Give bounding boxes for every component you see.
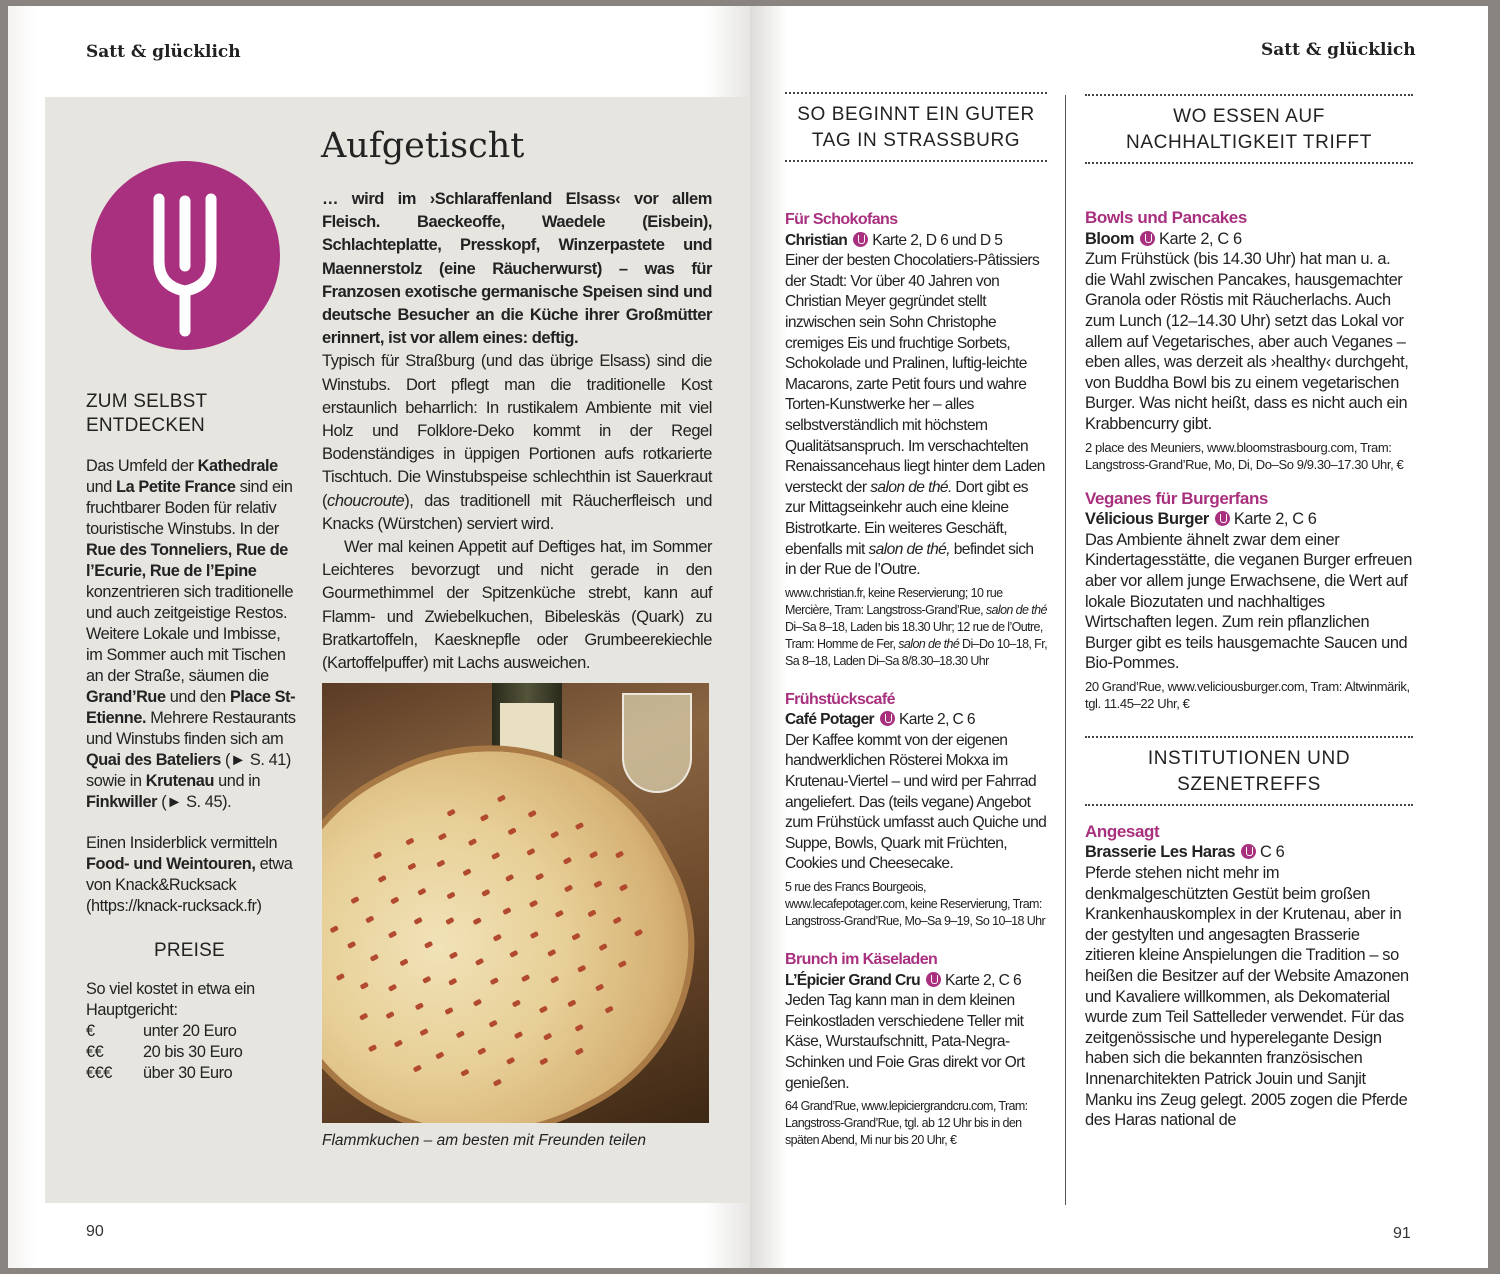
- bacon-topping: [497, 795, 506, 803]
- bacon-topping: [446, 892, 455, 900]
- bacon-topping: [446, 917, 455, 925]
- bacon-topping: [468, 838, 477, 846]
- price-list: [86, 1021, 296, 1084]
- bacon-topping: [513, 1031, 522, 1039]
- bacon-topping: [598, 944, 607, 952]
- text-segment: Einen Insiderblick vermitteln: [86, 834, 278, 852]
- price-text: 20 bis 30 Euro: [143, 1043, 243, 1061]
- listing-category: Veganes für Burgerfans: [1085, 488, 1268, 508]
- bacon-topping: [390, 897, 399, 905]
- section-heading: SO BEGINNT EIN GUTER TAG IN STRASSBURG: [785, 92, 1047, 162]
- prices-intro: So viel kostet in etwa ein Hauptgericht:: [86, 980, 255, 1019]
- bacon-topping: [388, 931, 397, 939]
- text-segment: Place St-Etienne.: [86, 688, 296, 727]
- bacon-topping: [554, 910, 563, 918]
- bacon-topping: [421, 976, 430, 984]
- price-symbol: €€€: [86, 1064, 112, 1082]
- listing-category: Für Schokofans: [785, 211, 898, 228]
- main-text-column: [322, 188, 712, 1152]
- bacon-topping: [359, 982, 368, 990]
- text-segment: und den: [165, 688, 230, 706]
- bacon-topping: [377, 875, 386, 883]
- bacon-topping: [593, 881, 602, 889]
- column-2: [1085, 194, 1413, 1135]
- bacon-topping: [567, 1000, 576, 1008]
- text-segment: (► S. 45).: [157, 793, 232, 811]
- bacon-topping: [615, 851, 624, 859]
- text-segment: Quai des Bateliers: [86, 751, 221, 769]
- text-segment: Typisch für Straßburg (und das übrige Elsass) sind die Winstubs. Dort pflegt man die traditionelle Kost erstaunlich beharrlich: In rustikalem Ambiente mit viel Holz und Folklore-Deko kommt in der Regel Bodenständiges in üppigen Portionen aufs rotkarierte Tischtuch. Die Winstubspeise schlechthin ist Sauerkraut (: [322, 352, 712, 510]
- bacon-topping: [412, 1065, 421, 1073]
- listing-description: [1085, 863, 1413, 1131]
- listing-name: Christian: [785, 231, 848, 249]
- text-segment: Der Kaffee kommt von der eigenen handwerklichen Rösterei Mokxa im Krutenau-Viertel – und wird per Fahrrad angeliefert. Das (teils vegane) Angebot zum Frühstück umfasst auch Quiche und Suppe, Bowls, Quark mit Früchten, Cookies und Cheesecake.: [785, 731, 1047, 873]
- bacon-topping: [491, 852, 500, 860]
- bacon-topping: [605, 1006, 614, 1014]
- map-reference[interactable]: Karte 2, C 6: [1233, 510, 1317, 529]
- listing-entry: [785, 950, 1047, 1149]
- listing-category: Bowls und Pancakes: [1085, 208, 1247, 227]
- bacon-topping: [448, 951, 457, 959]
- bacon-topping: [510, 950, 519, 958]
- bacon-topping: [477, 1048, 486, 1056]
- bacon-topping: [550, 831, 559, 839]
- text-segment: Food- und Weintouren,: [86, 855, 256, 873]
- bacon-topping: [564, 884, 573, 892]
- bacon-topping: [575, 822, 584, 830]
- column-1: [785, 196, 1047, 1149]
- price-row: [86, 1063, 296, 1084]
- bacon-topping: [400, 959, 409, 967]
- text-segment: sind ein fruchtbarer Boden für relativ touristische Winstubs. In der: [86, 478, 293, 538]
- text-segment: und in: [214, 772, 261, 790]
- text-segment: Finkwiller: [86, 793, 158, 811]
- text-segment: Kathedrale: [197, 457, 278, 475]
- text-segment: Di–Sa 8–18, Laden bis 18.30 Uhr; 12 rue de l’Outre, Tram: Homme de Fer,: [785, 619, 1043, 651]
- bacon-topping: [507, 828, 516, 836]
- running-head-right: Satt & glücklich: [1261, 40, 1416, 60]
- text-segment: Das Ambiente ähnelt zwar dem einer Kindertagesstätte, die veganen Burger erfreuen aber vor allem junge Erwachsene, die Wert auf lokale Biozutaten und nachhaltiges Wirtschaften legen. Zum rein pflanzlichen Burger gibt es teils hausgemachte Saucen und Bio-Pommes.: [1085, 530, 1412, 673]
- bacon-topping: [370, 953, 379, 961]
- bacon-topping: [618, 960, 627, 968]
- listing-address: [785, 585, 1047, 670]
- bacon-topping: [351, 896, 360, 904]
- listing-entry: [1085, 489, 1413, 712]
- text-segment: und: [86, 478, 117, 496]
- bacon-topping: [473, 917, 482, 925]
- text-segment: 2 place des Meuniers, www.bloomstrasbourg.com, Tram: Langstross-Grand’Rue, Mo, Di, Do–So 9/9.30–17.30 Uhr, €: [1085, 439, 1404, 472]
- photo-caption: Flammkuchen – am besten mit Freunden teilen: [322, 1132, 646, 1150]
- listing-description: [1085, 530, 1413, 674]
- page-number: 91: [1393, 1225, 1411, 1242]
- listing-entry: [785, 690, 1047, 930]
- intro-paragraph: [322, 188, 712, 350]
- restaurant-pin-icon: [926, 972, 941, 987]
- bacon-topping: [329, 925, 338, 933]
- bacon-topping: [474, 958, 483, 966]
- text-segment: 20 Grand’Rue, www.veliciousburger.com, Tram: Altwinmärik, tgl. 11.45–22 Uhr, €: [1085, 678, 1410, 711]
- text-segment: La Petite France: [116, 478, 236, 496]
- bacon-topping: [527, 810, 536, 818]
- body-paragraph: [322, 350, 712, 536]
- price-text: über 30 Euro: [143, 1064, 233, 1082]
- running-head-left: Satt & glücklich: [86, 42, 241, 62]
- listing-name: Café Potager: [785, 711, 874, 729]
- bacon-topping: [493, 934, 502, 942]
- bacon-topping: [634, 929, 643, 937]
- bacon-topping: [385, 1012, 394, 1020]
- bacon-topping: [472, 999, 481, 1007]
- bacon-topping: [506, 1057, 515, 1065]
- text-segment: Wer mal keinen Appetit auf Deftiges hat, im Sommer Leichteres bevorzugt und nicht gerade in den Gourmethimmel der Spitzenküche strebt, kann auf Flamm- und Zwiebelkuchen, Bibeleskäs (Quark) zu Bratkartoffeln, Kaesknepfle oder Grumbeerekiechle (Kartoffelpuffer) mit Lachs ausweichen.: [322, 538, 712, 673]
- bacon-topping: [619, 884, 628, 892]
- body-paragraph: [322, 536, 712, 675]
- text-segment: … wird im ›Schlaraffenland Elsass‹ vor allem Fleisch. Baeckeoffe, Waedele (Eisbein), Schlachteplatte, Presskopf, Winzerpastete und Maennerstolz (eine Räucherwurst) – was für Franzosen exotische germanische Speisen sind und deutsche Besucher an die Küche ihrer Großmütter erinnert, ist vor allem eines: deftig.: [322, 190, 712, 348]
- bacon-topping: [539, 1057, 548, 1065]
- bacon-topping: [461, 1069, 470, 1077]
- text-segment: Einer der besten Chocolatiers-Pâtissiers der Stadt: Vor über 40 Jahren von Christian Meyer gegründet stellt inzwischen sein Sohn Christophe cremiges Eis und fruchtige Sorbets, Schokolade und Pralinen, luftig-leichte Macarons, zarte Petit fours und wahre Torten-Kunstwerke her – alles selbstverständlich mit höchstem Qualitätsanspruch. Im verschachtelten Renaissancehaus liegt hinter dem Laden versteckt der: [785, 252, 1045, 496]
- text-segment: Mehrere Restaurants und Winstubs finden sich am: [86, 709, 296, 748]
- text-segment: (► S. 41) sowie in: [86, 751, 291, 790]
- column-divider: [1065, 95, 1066, 1205]
- text-segment: Krutenau: [145, 772, 215, 790]
- text-segment: konzentrieren sich traditionelle und auch zeitgeistige Restos. Weitere Lokale und Imbisse, im Sommer auch mit Tischen an der Straße, säumen die: [86, 583, 294, 685]
- bacon-topping: [539, 1005, 548, 1013]
- bacon-topping: [413, 917, 422, 925]
- listing-category: Angesagt: [1085, 821, 1160, 841]
- bacon-topping: [387, 984, 396, 992]
- text-segment: salon de thé.: [870, 478, 952, 496]
- price-symbol: €: [86, 1022, 95, 1040]
- bacon-topping: [505, 874, 514, 882]
- prices-heading: PREISE: [154, 940, 225, 961]
- listing-description: [785, 251, 1047, 581]
- bacon-topping: [438, 833, 447, 841]
- bacon-topping: [372, 851, 381, 859]
- fork-icon: [91, 161, 280, 350]
- bacon-topping: [530, 931, 539, 939]
- price-row: [86, 1021, 296, 1042]
- bacon-topping: [488, 1020, 497, 1028]
- sidebar-heading: ZUM SELBST ENTDECKEN: [86, 391, 207, 436]
- bacon-topping: [414, 1002, 423, 1010]
- bacon-topping: [424, 941, 433, 949]
- bacon-topping: [394, 1040, 403, 1048]
- listing-address: [1085, 678, 1413, 712]
- bacon-topping: [577, 965, 586, 973]
- text-segment: Das Umfeld der: [86, 457, 198, 475]
- listing-name: Bloom: [1085, 229, 1134, 248]
- text-segment: Grand’Rue: [86, 688, 166, 706]
- sidebar-paragraph: [86, 833, 296, 917]
- bacon-topping: [526, 848, 535, 856]
- text-segment: 64 Grand’Rue, www.lepiciergrandcru.com, Tram: Langstross-Grand’Rue, tgl. ab 12 Uhr bis in den späten Abend, Mi nur bis 20 Uhr, €: [785, 1099, 1028, 1148]
- bacon-topping: [447, 809, 456, 817]
- page-title: Aufgetischt: [321, 126, 525, 166]
- text-segment: salon de thé,: [868, 540, 950, 558]
- restaurant-pin-icon: [853, 232, 868, 247]
- listing-entry: [1085, 208, 1413, 473]
- bacon-topping: [405, 837, 414, 845]
- listing-entry: [1085, 822, 1413, 1131]
- text-segment: Zum Frühstück (bis 14.30 Uhr) hat man u. a. die Wahl zwischen Pancakes, hausgemachter Granola oder Röstis mit Räucherlachs. Auch zum Lunch (12–14.30 Uhr) setzt das Lokal vor allem auf Vegetarisches, aber auch Veganes – eben alles, was derzeit als ›healthy‹ durchgeht, von Buddha Bowl bis zu einem vegetarischen Burger. Was nicht heißt, dass es nicht auch ein Krabbencurry gibt.: [1085, 250, 1409, 433]
- map-reference[interactable]: Karte 2, C 6: [899, 711, 976, 729]
- text-segment: salon de thé: [898, 636, 960, 651]
- listing-name: L’Épicier Grand Cru: [785, 971, 921, 989]
- text-segment: Jeden Tag kann man in dem kleinen Feinkostladen verschiedene Teller mit Käse, Wurstaufschnitt, Pata-Negra-Schinken und Foie Gras direkt vor Ort genießen.: [785, 992, 1025, 1092]
- bacon-topping: [368, 1044, 377, 1052]
- map-reference[interactable]: Karte 2, C 6: [945, 971, 1022, 989]
- restaurant-pin-icon: [1215, 511, 1230, 526]
- listing-address: [785, 879, 1047, 930]
- sidebar-paragraph: [86, 456, 296, 813]
- bacon-topping: [595, 984, 604, 992]
- text-segment: befindet sich in der Rue de l’Outre.: [785, 540, 1034, 579]
- listing-description: [1085, 249, 1413, 434]
- bacon-topping: [445, 1007, 454, 1015]
- bacon-topping: [572, 933, 581, 941]
- bacon-topping: [562, 857, 571, 865]
- bacon-topping: [419, 1028, 428, 1036]
- bacon-topping: [436, 1051, 445, 1059]
- bacon-topping: [448, 978, 457, 986]
- bacon-topping: [529, 900, 538, 908]
- text-segment: Di–Do 10–18, Fr, Sa 8–18, Laden Di–Sa 8/8.30–18.30 Uhr: [785, 636, 1047, 668]
- price-text: unter 20 Euro: [143, 1022, 237, 1040]
- bacon-topping: [575, 1024, 584, 1032]
- bacon-topping: [543, 1032, 552, 1040]
- bacon-topping: [493, 1079, 502, 1087]
- page-number: 90: [86, 1223, 104, 1240]
- bacon-topping: [336, 973, 345, 981]
- text-segment: Pferde stehen nicht mehr im denkmalgeschützten Gestüt beim großen Krankenhauskomplex in der Krutenau, aber in der gestylten und angesagten Brasserie zitieren kleine Anspielungen die Tradition – so heißen die Besitzer auf der Website Amazonen und Kavaliere willkommen, als Dekomaterial wurde zum Teil Sattelleder verwendet. Für das zeitgenössische und hyperelegante Design haben sich die bekannten französischen Innenarchitekten Patrick Jouin und Sanjit Manku ins Zeug gelegt. 2005 zogen die Pferde des Haras national de: [1085, 864, 1409, 1130]
- section-heading: INSTITUTIONEN UND SZENETREFFS: [1085, 736, 1413, 806]
- map-reference[interactable]: C 6: [1260, 843, 1285, 862]
- listing-category: Frühstückscafé: [785, 690, 895, 708]
- restaurant-pin-icon: [880, 711, 895, 726]
- price-symbol: €€: [86, 1043, 104, 1061]
- bacon-topping: [481, 889, 490, 897]
- listing-name: Vélicious Burger: [1085, 510, 1209, 529]
- bacon-topping: [463, 868, 472, 876]
- bacon-topping: [502, 907, 511, 915]
- listing-description: [785, 991, 1047, 1094]
- restaurant-pin-icon: [1140, 231, 1155, 246]
- bacon-topping: [589, 851, 598, 859]
- text-segment: salon de thé: [985, 602, 1047, 617]
- bacon-topping: [418, 888, 427, 896]
- bacon-topping: [365, 915, 374, 923]
- price-row: [86, 1042, 296, 1063]
- listing-address: [1085, 439, 1413, 473]
- listing-description: [785, 731, 1047, 875]
- bacon-topping: [550, 976, 559, 984]
- bacon-topping: [535, 873, 544, 881]
- bacon-topping: [456, 1031, 465, 1039]
- wine-glass: [622, 693, 692, 793]
- bacon-topping: [436, 860, 445, 868]
- text-segment: www.christian.fr, keine Reservierung; 10 rue Mercière, Tram: Langstross-Grand’Rue,: [785, 585, 1003, 617]
- text-segment: Rue des Tonneliers, Rue de l’Ecurie, Rue de l’Epine: [86, 541, 288, 580]
- bacon-topping: [547, 949, 556, 957]
- bacon-topping: [613, 916, 622, 924]
- bacon-topping: [490, 978, 499, 986]
- text-segment: 5 rue des Francs Bourgeois, www.lecafepotager.com, keine Reservierung, Tram: Langstross-Grand’Rue, Mo–Sa 9–19, So 10–18 Uhr: [785, 880, 1046, 929]
- listing-address: [785, 1098, 1047, 1149]
- flammkuchen-photo: [322, 683, 709, 1123]
- map-reference[interactable]: Karte 2, D 6 und D 5: [872, 231, 1003, 249]
- bacon-topping: [480, 814, 489, 822]
- sidebar: [86, 390, 296, 1084]
- bacon-topping: [347, 942, 356, 950]
- bacon-topping: [521, 974, 530, 982]
- section-heading: WO ESSEN AUF NACHHALTIGKEIT TRIFFT: [1085, 94, 1413, 164]
- bacon-topping: [575, 1048, 584, 1056]
- listing-name: Brasserie Les Haras: [1085, 843, 1236, 862]
- text-segment: choucroute: [327, 491, 405, 510]
- listing-category: Brunch im Käseladen: [785, 951, 938, 969]
- text-segment: Dort gibt es zur Mittagseinkehr auch eine kleine Bistrotkarte. Ein weiteres Geschäft, ebenfalls mit: [785, 478, 1028, 558]
- bacon-topping: [359, 1013, 368, 1021]
- text-segment: etwa von Knack&Rucksack (https://knack-rucksack.fr): [86, 855, 293, 915]
- map-reference[interactable]: Karte 2, C 6: [1159, 229, 1242, 248]
- restaurant-pin-icon: [1241, 844, 1256, 859]
- listing-entry: [785, 210, 1047, 670]
- text-segment: ), das traditionell mit Räucherfleisch und Knacks (Würstchen) serviert wird.: [322, 491, 712, 533]
- bacon-topping: [512, 1000, 521, 1008]
- bacon-topping: [407, 862, 416, 870]
- bacon-topping: [587, 909, 596, 917]
